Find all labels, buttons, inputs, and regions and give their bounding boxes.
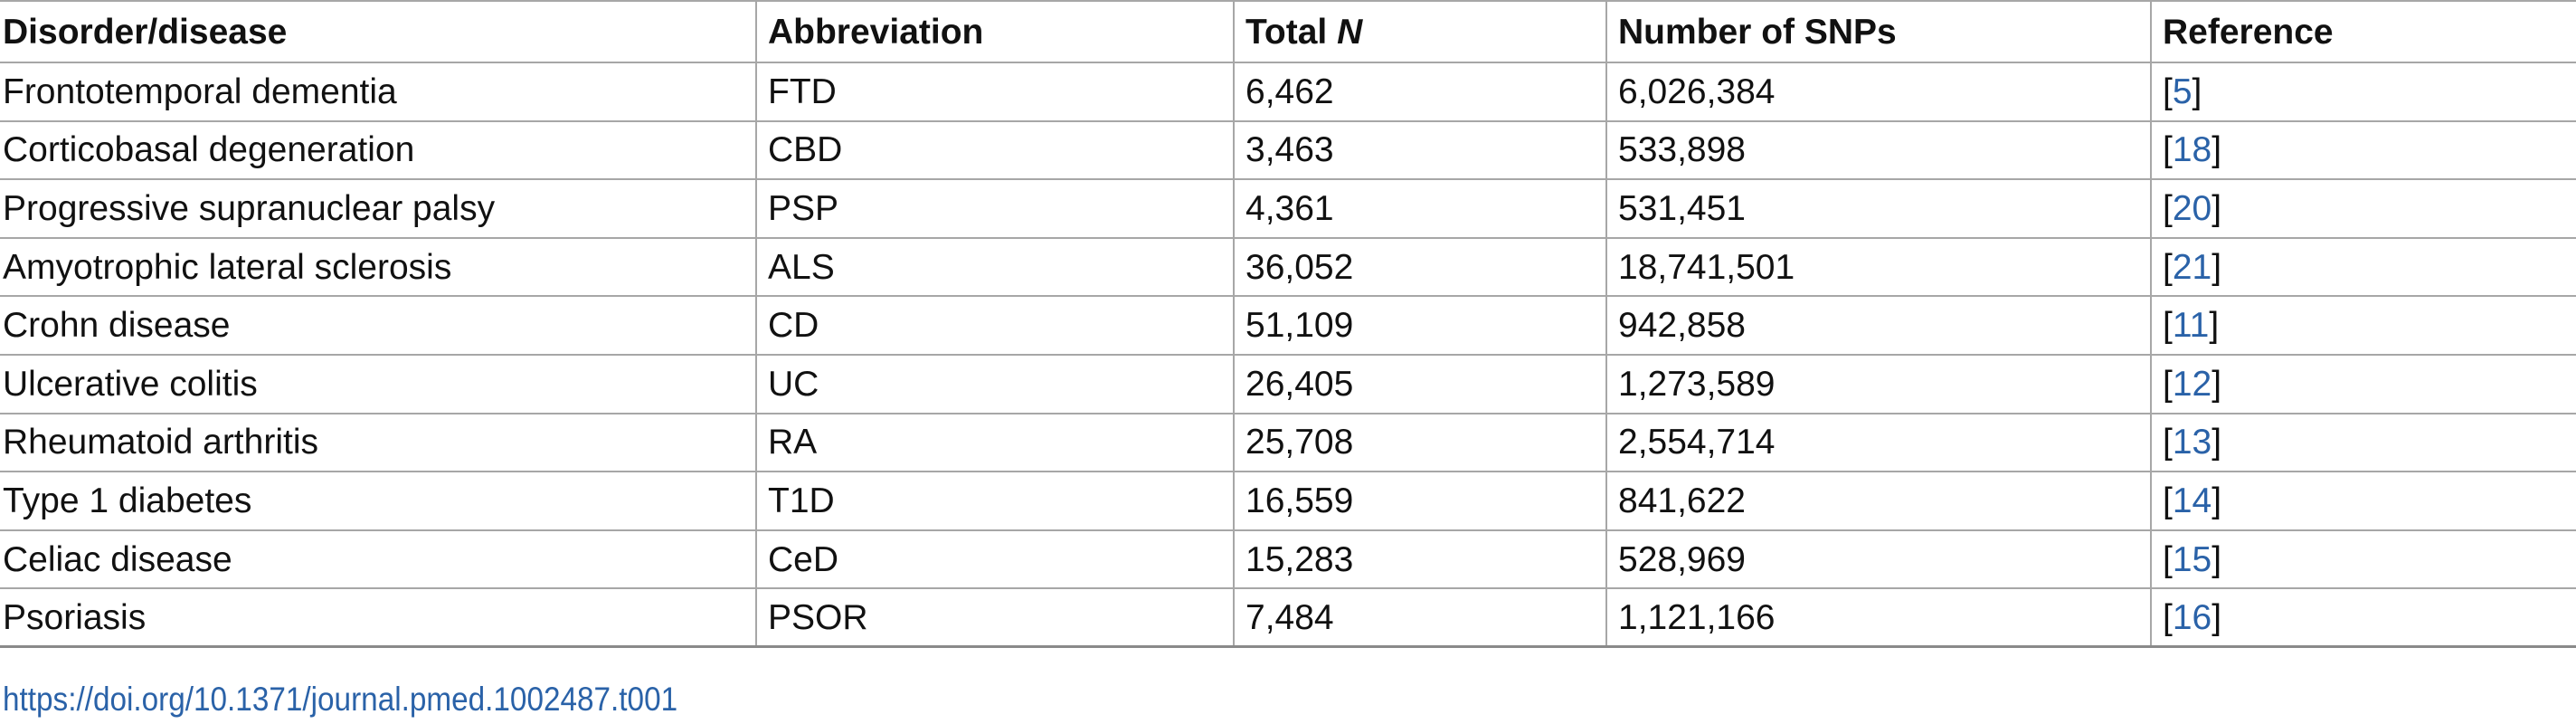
cell-snps: 942,858 <box>1606 296 2151 355</box>
cell-disorder: Celiac disease <box>0 530 756 589</box>
cell-total-n: 7,484 <box>1234 588 1606 647</box>
reference-link[interactable]: 21 <box>2172 247 2212 287</box>
reference-link[interactable]: 5 <box>2172 71 2192 111</box>
cell-disorder: Ulcerative colitis <box>0 355 756 414</box>
table-row <box>0 530 2576 589</box>
cell-disorder: Frontotemporal dementia <box>0 62 756 121</box>
reference-link[interactable]: 16 <box>2172 597 2212 637</box>
header-reference: Reference <box>2151 1 2576 62</box>
cell-abbreviation: UC <box>756 355 1234 414</box>
cell-reference <box>2151 530 2576 589</box>
header-abbreviation: Abbreviation <box>756 1 1234 62</box>
reference-bracket-open: [ <box>2163 597 2173 637</box>
reference-link[interactable]: 12 <box>2172 364 2212 404</box>
cell-snps: 1,273,589 <box>1606 355 2151 414</box>
table-header-row <box>0 1 2576 62</box>
reference-link[interactable]: 15 <box>2172 539 2212 579</box>
reference-bracket-open: [ <box>2163 247 2173 287</box>
reference-bracket-open: [ <box>2163 71 2173 111</box>
reference-bracket-close: ] <box>2211 364 2222 404</box>
table-row <box>0 179 2576 238</box>
header-total-prefix: Total <box>1245 12 1338 52</box>
cell-abbreviation: ALS <box>756 238 1234 297</box>
cell-total-n: 15,283 <box>1234 530 1606 589</box>
cell-reference <box>2151 62 2576 121</box>
cell-total-n: 26,405 <box>1234 355 1606 414</box>
cell-abbreviation: T1D <box>756 472 1234 530</box>
cell-snps: 6,026,384 <box>1606 62 2151 121</box>
cell-snps: 841,622 <box>1606 472 2151 530</box>
cell-disorder: Progressive supranuclear palsy <box>0 179 756 238</box>
cell-disorder: Psoriasis <box>0 588 756 647</box>
cell-reference <box>2151 588 2576 647</box>
reference-bracket-close: ] <box>2211 539 2222 579</box>
cell-reference <box>2151 296 2576 355</box>
reference-bracket-open: [ <box>2163 539 2173 579</box>
reference-bracket-open: [ <box>2163 364 2173 404</box>
table-row <box>0 121 2576 180</box>
header-total-n <box>1234 1 1606 62</box>
table-row <box>0 414 2576 472</box>
reference-bracket-open: [ <box>2163 481 2173 520</box>
cell-total-n: 3,463 <box>1234 121 1606 180</box>
cell-disorder: Corticobasal degeneration <box>0 121 756 180</box>
cell-reference <box>2151 355 2576 414</box>
reference-bracket-open: [ <box>2163 423 2173 462</box>
reference-bracket-open: [ <box>2163 130 2173 170</box>
cell-reference <box>2151 121 2576 180</box>
header-snps: Number of SNPs <box>1606 1 2151 62</box>
cell-reference <box>2151 238 2576 297</box>
cell-total-n: 6,462 <box>1234 62 1606 121</box>
header-disorder: Disorder/disease <box>0 1 756 62</box>
reference-bracket-close: ] <box>2211 130 2222 170</box>
reference-bracket-close: ] <box>2211 597 2222 637</box>
cell-snps: 531,451 <box>1606 179 2151 238</box>
table-row <box>0 472 2576 530</box>
doi-link[interactable]: https://doi.org/10.1371/journal.pmed.1002487.t001 <box>3 681 678 718</box>
cell-disorder: Crohn disease <box>0 296 756 355</box>
cell-total-n: 25,708 <box>1234 414 1606 472</box>
table-row <box>0 588 2576 647</box>
cell-abbreviation: CD <box>756 296 1234 355</box>
cell-reference <box>2151 179 2576 238</box>
reference-bracket-open: [ <box>2163 188 2173 228</box>
table-row <box>0 62 2576 121</box>
reference-bracket-close: ] <box>2192 71 2202 111</box>
reference-bracket-close: ] <box>2211 188 2222 228</box>
table-body <box>0 62 2576 647</box>
reference-link[interactable]: 14 <box>2172 481 2212 520</box>
cell-abbreviation: RA <box>756 414 1234 472</box>
cell-abbreviation: PSP <box>756 179 1234 238</box>
cell-abbreviation: CBD <box>756 121 1234 180</box>
cell-total-n: 4,361 <box>1234 179 1606 238</box>
reference-link[interactable]: 20 <box>2172 188 2212 228</box>
cell-abbreviation: FTD <box>756 62 1234 121</box>
reference-link[interactable]: 11 <box>2172 306 2210 346</box>
reference-link[interactable]: 18 <box>2172 130 2212 170</box>
cell-disorder: Amyotrophic lateral sclerosis <box>0 238 756 297</box>
cell-reference <box>2151 472 2576 530</box>
cell-snps: 528,969 <box>1606 530 2151 589</box>
header-total-italic: N <box>1337 12 1363 52</box>
cell-snps: 2,554,714 <box>1606 414 2151 472</box>
cell-reference <box>2151 414 2576 472</box>
reference-bracket-close: ] <box>2209 306 2220 346</box>
reference-bracket-close: ] <box>2211 481 2222 520</box>
reference-bracket-close: ] <box>2211 423 2222 462</box>
cell-total-n: 51,109 <box>1234 296 1606 355</box>
cell-abbreviation: PSOR <box>756 588 1234 647</box>
cell-snps: 533,898 <box>1606 121 2151 180</box>
table-row <box>0 296 2576 355</box>
reference-link[interactable]: 13 <box>2172 423 2212 462</box>
cell-snps: 18,741,501 <box>1606 238 2151 297</box>
cell-total-n: 16,559 <box>1234 472 1606 530</box>
cell-snps: 1,121,166 <box>1606 588 2151 647</box>
cell-abbreviation: CeD <box>756 530 1234 589</box>
cell-total-n: 36,052 <box>1234 238 1606 297</box>
cell-disorder: Type 1 diabetes <box>0 472 756 530</box>
reference-bracket-close: ] <box>2211 247 2222 287</box>
table-row <box>0 355 2576 414</box>
table-row <box>0 238 2576 297</box>
reference-bracket-open: [ <box>2163 306 2173 346</box>
cell-disorder: Rheumatoid arthritis <box>0 414 756 472</box>
